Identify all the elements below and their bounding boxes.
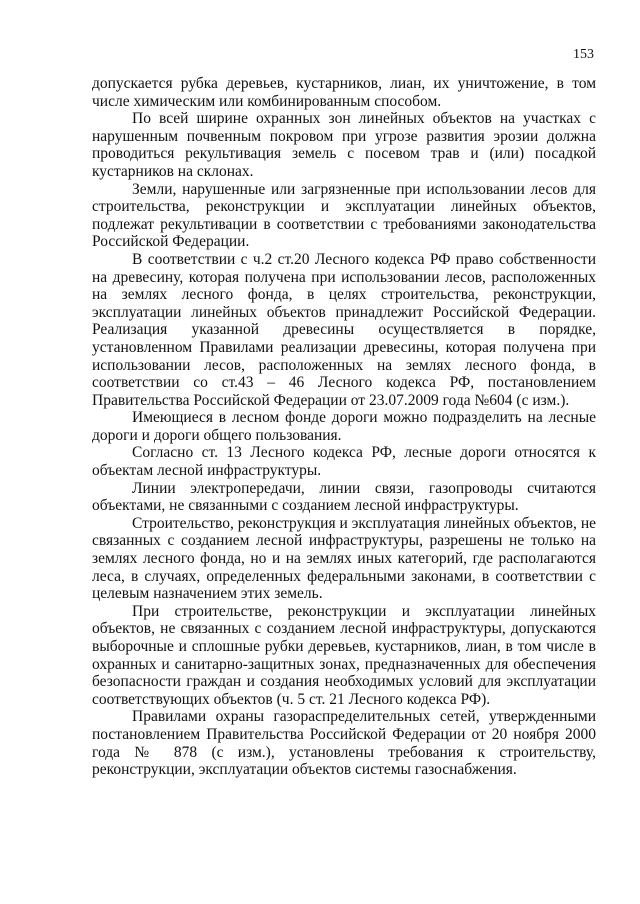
page-number: 153 <box>573 47 594 62</box>
paragraph: Строительство, реконструкция и эксплуатация линейных объектов, не связанных с созданием лесной инфраструктуры, разрешены не только на землях лесного фонда, но и на землях иных категорий, где располагаются леса, в случаях, определенных федеральными законами, в соответствии с целевым назначением этих земель. <box>92 514 596 603</box>
paragraph: Согласно ст. 13 Лесного кодекса РФ, лесные дороги относятся к объектам лесной инфраструктуры. <box>92 444 596 480</box>
paragraph: Линии электропередачи, линии связи, газопроводы считаются объектами, не связанными с созданием лесной инфраструктуры. <box>92 479 596 515</box>
paragraph: По всей ширине охранных зон линейных объектов на участках с нарушенным почвенным покровом при угрозе развития эрозии должна проводиться рекультивация земель с посевом трав и (или) посадкой кустарников на склонах. <box>92 110 596 180</box>
paragraph: Правилами охраны газораспределительных сетей, утвержденными постановлением Правительства Российской Федерации от 20 ноября 2000 года № 878 (с изм.), установлены требования к строительству, реконструкции, эксплуатации объектов системы газоснабжения. <box>92 708 596 779</box>
paragraph: В соответствии с ч.2 ст.20 Лесного кодекса РФ право собственности на древесину, которая получена при использовании лесов, расположенных на землях лесного фонда, в целях строительства, реконструкции, эксплуатации линейных объектов принадлежит Российской Федерации. Реализация указанной древесины осуществляется в порядке, установленном Правилами реализации древесины, которая получена при использовании лесов, расположенных на землях лесного фонда, в соответствии со ст.43 – 46 Лесного кодекса РФ, постановлением Правительства Российской Федерации от 23.07.2009 года №604 (с изм.). <box>92 250 596 409</box>
paragraph: При строительстве, реконструкции и эксплуатации линейных объектов, не связанных с созданием лесной инфраструктуры, допускаются выборочные и сплошные рубки деревьев, кустарников, лиан, в том числе в охранных и санитарно-защитных зонах, предназначенных для обеспечения безопасности граждан и создания необходимых условий для эксплуатации соответствующих объектов (ч. 5 ст. 21 Лесного кодекса РФ). <box>92 602 596 708</box>
paragraph: Земли, нарушенные или загрязненные при использовании лесов для строительства, реконструкции и эксплуатации линейных объектов, подлежат рекультивации в соответствии с требованиями законодательства Российской Федерации. <box>92 180 596 251</box>
paragraph: Имеющиеся в лесном фонде дороги можно подразделить на лесные дороги и дороги общего пользования. <box>92 409 596 444</box>
text-body <box>92 75 596 779</box>
paragraph: допускается рубка деревьев, кустарников, лиан, их уничтожение, в том числе химическим или комбинированным способом. <box>92 75 596 110</box>
